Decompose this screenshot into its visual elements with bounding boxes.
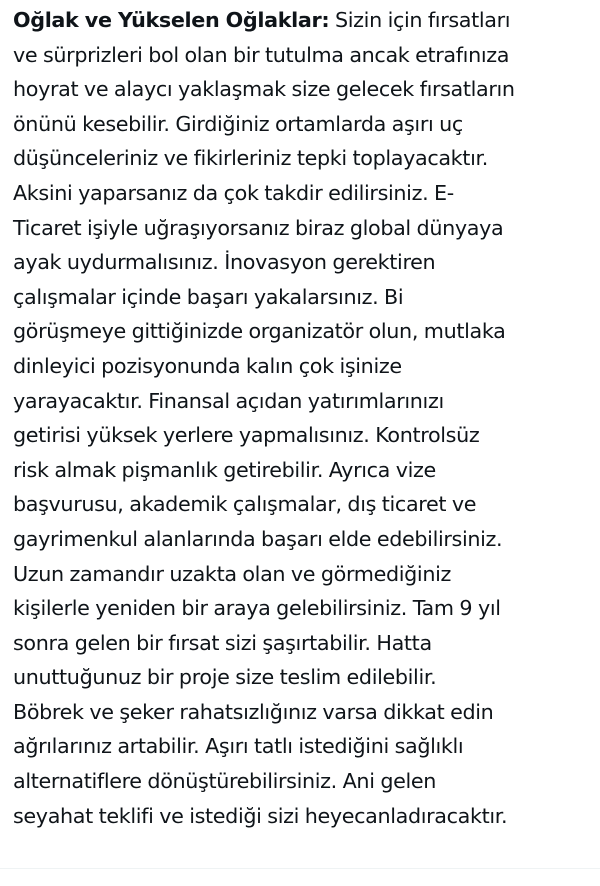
post-line: ayak uydurmalısınız. İnovasyon gerektiren xyxy=(13,250,436,275)
post-line: çalışmalar içinde başarı yakalarsınız. Bi xyxy=(13,284,404,309)
post-line: dinleyici pozisyonunda kalın çok işinize xyxy=(13,353,402,378)
post-line: hoyrat ve alaycı yaklaşmak size gelecek fırsatların xyxy=(13,77,515,102)
post-line: unuttuğunuz bir proje size teslim edilebilir. xyxy=(13,665,437,690)
post-line: başvurusu, akademik çalışmalar, dış ticaret ve xyxy=(13,492,477,517)
post-line: ve sürprizleri bol olan bir tutulma ancak etrafınıza xyxy=(13,42,510,67)
post-line: Aksini yaparsanız da çok takdir edilirsiniz. E- xyxy=(13,180,454,205)
post-line: ağrılarınız artabilir. Aşırı tatlı istediğini sağlıklı xyxy=(13,734,464,759)
post-line: görüşmeye gittiğinizde organizatör olun, mutlaka xyxy=(13,319,506,344)
footer-strip xyxy=(0,869,600,886)
post-line: Ticaret işiyle uğraşıyorsanız biraz global dünyaya xyxy=(13,215,504,240)
post-line: gayrimenkul alanlarında başarı elde edebilirsiniz. xyxy=(13,526,503,551)
post-line: kişilerle yeniden bir araya gelebilirsiniz. Tam 9 yıl xyxy=(13,596,501,621)
post-line: Böbrek ve şeker rahatsızlığınız varsa dikkat edin xyxy=(13,699,494,724)
post-line: seyahat teklifi ve istediği sizi heyecanladıracaktır. xyxy=(13,803,508,828)
post-line: alternatiflere dönüştürebilirsiniz. Ani gelen xyxy=(13,769,437,794)
post-line-text: Sizin için fırsatları xyxy=(329,8,511,32)
post-line: önünü kesebilir. Girdiğiniz ortamlarda aşırı uç xyxy=(13,111,463,136)
post-heading: Oğlak ve Yükselen Oğlaklar: xyxy=(13,8,330,32)
post-line: düşünceleriniz ve fikirleriniz tepki toplayacaktır. xyxy=(13,146,488,171)
post-text xyxy=(13,3,593,833)
post-line: sonra gelen bir fırsat sizi şaşırtabilir. Hatta xyxy=(13,630,432,655)
post-line: yarayacaktır. Finansal açıdan yatırımlarınızı xyxy=(13,388,444,413)
post-line xyxy=(13,3,593,38)
post-line: risk almak pişmanlık getirebilir. Ayrıca vize xyxy=(13,457,436,482)
post-line: Uzun zamandır uzakta olan ve görmediğiniz xyxy=(13,561,451,586)
post-line: getirisi yüksek yerlere yapmalısınız. Kontrolsüz xyxy=(13,423,480,448)
